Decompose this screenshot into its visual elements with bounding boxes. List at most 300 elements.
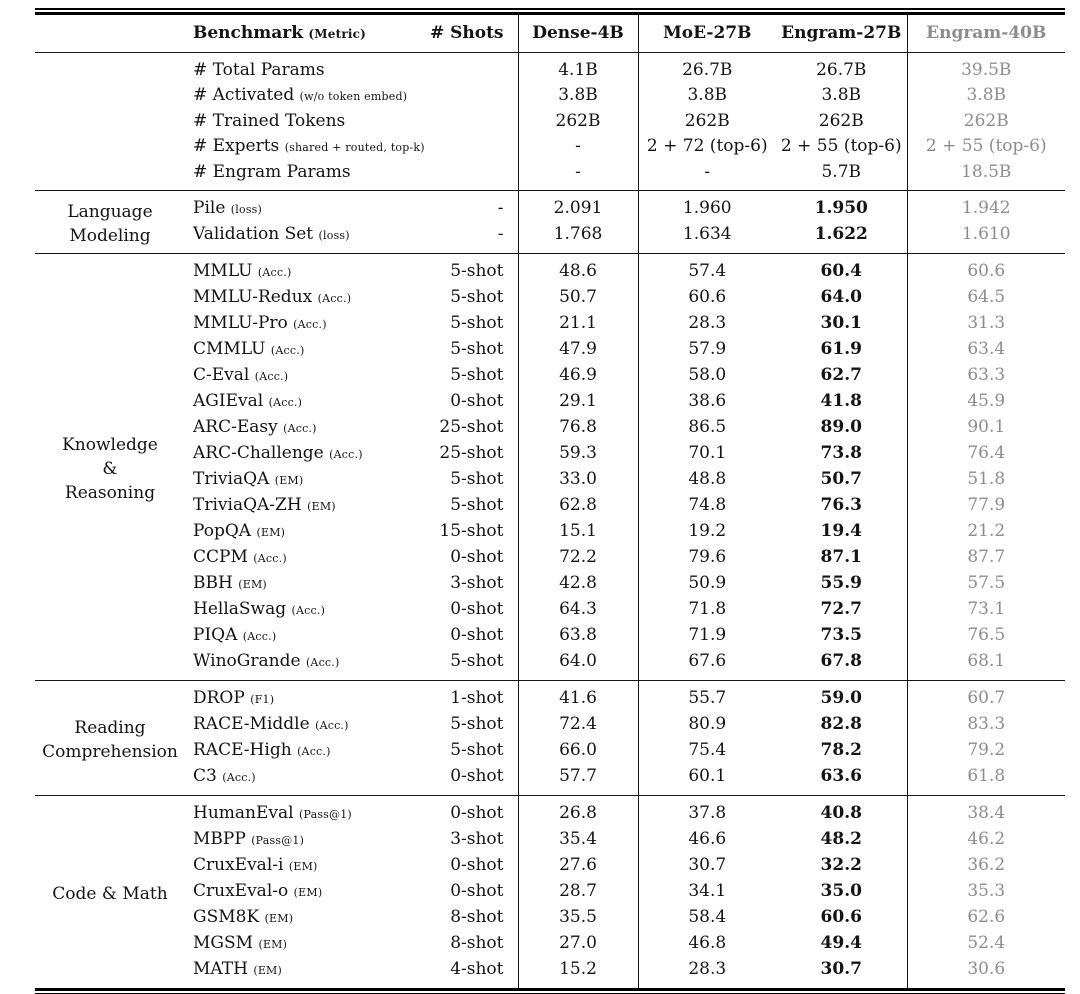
value-engram-27b: 32.2 xyxy=(776,853,907,879)
value-moe-27b: 71.9 xyxy=(638,623,776,649)
table-row xyxy=(35,52,1065,83)
benchmark-name: PopQA xyxy=(193,521,251,541)
shots-cell: 8-shot xyxy=(425,905,518,931)
value-dense-4b: 29.1 xyxy=(518,389,638,415)
benchmark-name: AGIEval xyxy=(193,391,263,411)
value-dense-4b: 59.3 xyxy=(518,441,638,467)
value-engram-40b: 57.5 xyxy=(907,571,1065,597)
table-row xyxy=(35,519,1065,545)
shots-cell xyxy=(425,52,518,83)
value-engram-27b: 3.8B xyxy=(776,83,907,109)
benchmark-label xyxy=(185,545,425,571)
value-engram-27b: 262B xyxy=(776,109,907,134)
shots-cell: 5-shot xyxy=(425,738,518,764)
benchmark-metric: (Acc.) xyxy=(243,630,277,643)
benchmark-metric: (Acc.) xyxy=(269,396,303,409)
value-engram-40b: 76.5 xyxy=(907,623,1065,649)
benchmark-metric: (EM) xyxy=(307,500,336,513)
shots-cell: 8-shot xyxy=(425,931,518,957)
shots-cell: 0-shot xyxy=(425,389,518,415)
category-cell xyxy=(35,52,185,190)
value-engram-40b: 39.5B xyxy=(907,52,1065,83)
value-engram-27b: 72.7 xyxy=(776,597,907,623)
benchmark-label xyxy=(185,649,425,681)
benchmark-label xyxy=(185,109,425,134)
value-engram-40b: 90.1 xyxy=(907,415,1065,441)
benchmark-metric: (Acc.) xyxy=(255,370,289,383)
benchmark-label xyxy=(185,764,425,796)
value-dense-4b: - xyxy=(518,160,638,191)
benchmark-name: C-Eval xyxy=(193,365,249,385)
value-engram-40b: 76.4 xyxy=(907,441,1065,467)
benchmark-metric: (w/o token embed) xyxy=(300,90,408,103)
value-engram-40b: 18.5B xyxy=(907,160,1065,191)
table-row xyxy=(35,795,1065,827)
shots-cell: 25-shot xyxy=(425,415,518,441)
shots-cell: 3-shot xyxy=(425,571,518,597)
shots-cell: 0-shot xyxy=(425,879,518,905)
shots-cell: 5-shot xyxy=(425,363,518,389)
value-dense-4b: 64.0 xyxy=(518,649,638,681)
value-dense-4b: 27.6 xyxy=(518,853,638,879)
category-cell: Code & Math xyxy=(35,795,185,988)
value-engram-27b: 2 + 55 (top-6) xyxy=(776,134,907,160)
value-dense-4b: 47.9 xyxy=(518,337,638,363)
benchmark-metric: (Acc.) xyxy=(297,745,331,758)
value-moe-27b: 86.5 xyxy=(638,415,776,441)
value-engram-40b: 21.2 xyxy=(907,519,1065,545)
benchmark-metric: (Pass@1) xyxy=(251,834,304,847)
table-row xyxy=(35,415,1065,441)
value-engram-27b: 49.4 xyxy=(776,931,907,957)
value-moe-27b: 26.7B xyxy=(638,52,776,83)
value-dense-4b: 4.1B xyxy=(518,52,638,83)
benchmark-name: PIQA xyxy=(193,625,237,645)
benchmark-label xyxy=(185,827,425,853)
shots-cell: - xyxy=(425,190,518,222)
shots-cell xyxy=(425,160,518,191)
value-dense-4b: 1.768 xyxy=(518,222,638,254)
benchmark-name: HumanEval xyxy=(193,803,294,823)
value-engram-40b: 87.7 xyxy=(907,545,1065,571)
benchmark-metric: (EM) xyxy=(257,526,286,539)
benchmark-name: ARC-Easy xyxy=(193,417,278,437)
value-moe-27b: 34.1 xyxy=(638,879,776,905)
benchmark-name: MMLU-Redux xyxy=(193,287,312,307)
benchmark-label xyxy=(185,597,425,623)
value-engram-40b: 63.4 xyxy=(907,337,1065,363)
value-engram-40b: 60.6 xyxy=(907,253,1065,285)
benchmark-metric: (Acc.) xyxy=(315,719,349,732)
value-engram-27b: 30.1 xyxy=(776,311,907,337)
value-engram-27b: 78.2 xyxy=(776,738,907,764)
value-engram-27b: 41.8 xyxy=(776,389,907,415)
benchmark-name: HellaSwag xyxy=(193,599,286,619)
value-engram-27b: 30.7 xyxy=(776,957,907,988)
value-engram-27b: 35.0 xyxy=(776,879,907,905)
benchmark-name: MMLU-Pro xyxy=(193,313,288,333)
value-moe-27b: 30.7 xyxy=(638,853,776,879)
value-moe-27b: 28.3 xyxy=(638,311,776,337)
table-row xyxy=(35,253,1065,285)
value-dense-4b: 72.4 xyxy=(518,712,638,738)
shots-cell: - xyxy=(425,222,518,254)
benchmark-label xyxy=(185,712,425,738)
value-moe-27b: 74.8 xyxy=(638,493,776,519)
value-dense-4b: 57.7 xyxy=(518,764,638,796)
benchmark-label xyxy=(185,467,425,493)
benchmark-metric: (Acc.) xyxy=(253,552,287,565)
benchmark-name: C3 xyxy=(193,766,217,786)
value-engram-27b: 62.7 xyxy=(776,363,907,389)
table-row xyxy=(35,853,1065,879)
value-dense-4b: 72.2 xyxy=(518,545,638,571)
benchmark-name: # Activated xyxy=(193,85,294,105)
value-moe-27b: 262B xyxy=(638,109,776,134)
table-row xyxy=(35,879,1065,905)
header-benchmark xyxy=(185,15,425,53)
value-dense-4b: 41.6 xyxy=(518,680,638,712)
benchmark-label xyxy=(185,853,425,879)
value-engram-27b: 48.2 xyxy=(776,827,907,853)
value-engram-40b: 1.942 xyxy=(907,190,1065,222)
shots-cell: 5-shot xyxy=(425,467,518,493)
benchmark-metric: (Pass@1) xyxy=(299,808,352,821)
benchmark-metric: (Acc.) xyxy=(318,292,352,305)
benchmark-label xyxy=(185,160,425,191)
value-dense-4b: 21.1 xyxy=(518,311,638,337)
benchmark-metric: (Acc.) xyxy=(293,318,327,331)
benchmark-name: RACE-High xyxy=(193,740,292,760)
shots-cell: 0-shot xyxy=(425,545,518,571)
benchmark-label xyxy=(185,931,425,957)
value-engram-27b: 1.622 xyxy=(776,222,907,254)
value-engram-27b: 76.3 xyxy=(776,493,907,519)
benchmark-label xyxy=(185,222,425,254)
shots-cell: 5-shot xyxy=(425,493,518,519)
value-dense-4b: 50.7 xyxy=(518,285,638,311)
value-engram-27b: 64.0 xyxy=(776,285,907,311)
value-moe-27b: 55.7 xyxy=(638,680,776,712)
value-engram-40b: 1.610 xyxy=(907,222,1065,254)
value-engram-27b: 55.9 xyxy=(776,571,907,597)
shots-cell xyxy=(425,83,518,109)
value-engram-40b: 79.2 xyxy=(907,738,1065,764)
benchmark-metric: (Acc.) xyxy=(283,422,317,435)
value-moe-27b: 3.8B xyxy=(638,83,776,109)
benchmark-metric: (EM) xyxy=(265,912,294,925)
table-row xyxy=(35,285,1065,311)
table-row xyxy=(35,597,1065,623)
benchmark-label xyxy=(185,879,425,905)
value-dense-4b: 15.1 xyxy=(518,519,638,545)
shots-cell: 5-shot xyxy=(425,311,518,337)
benchmark-label xyxy=(185,285,425,311)
benchmark-label xyxy=(185,905,425,931)
shots-cell: 15-shot xyxy=(425,519,518,545)
value-engram-40b: 77.9 xyxy=(907,493,1065,519)
value-moe-27b: 37.8 xyxy=(638,795,776,827)
value-engram-40b: 51.8 xyxy=(907,467,1065,493)
table-row xyxy=(35,931,1065,957)
benchmark-name: BBH xyxy=(193,573,233,593)
shots-cell: 4-shot xyxy=(425,957,518,988)
value-engram-40b: 38.4 xyxy=(907,795,1065,827)
value-dense-4b: 48.6 xyxy=(518,253,638,285)
benchmark-label xyxy=(185,680,425,712)
value-moe-27b: 1.634 xyxy=(638,222,776,254)
benchmark-label xyxy=(185,190,425,222)
benchmark-name: MATH xyxy=(193,959,248,979)
header-model-dense-4b: Dense-4B xyxy=(518,15,638,53)
value-moe-27b: 79.6 xyxy=(638,545,776,571)
value-engram-27b: 5.7B xyxy=(776,160,907,191)
value-moe-27b: 60.6 xyxy=(638,285,776,311)
shots-cell: 0-shot xyxy=(425,597,518,623)
value-dense-4b: 63.8 xyxy=(518,623,638,649)
value-dense-4b: 64.3 xyxy=(518,597,638,623)
value-moe-27b: 46.6 xyxy=(638,827,776,853)
results-table xyxy=(35,15,1065,988)
value-dense-4b: 27.0 xyxy=(518,931,638,957)
value-engram-40b: 45.9 xyxy=(907,389,1065,415)
value-moe-27b: 71.8 xyxy=(638,597,776,623)
table-row xyxy=(35,134,1065,160)
benchmark-name: # Trained Tokens xyxy=(193,111,345,131)
table-row xyxy=(35,623,1065,649)
benchmark-label xyxy=(185,363,425,389)
category-cell: Reading Comprehension xyxy=(35,680,185,795)
benchmark-name: GSM8K xyxy=(193,907,259,927)
benchmark-name: TriviaQA-ZH xyxy=(193,495,302,515)
value-moe-27b: 58.4 xyxy=(638,905,776,931)
benchmark-name: # Engram Params xyxy=(193,162,351,182)
shots-cell: 5-shot xyxy=(425,285,518,311)
value-engram-27b: 50.7 xyxy=(776,467,907,493)
value-moe-27b: 1.960 xyxy=(638,190,776,222)
value-engram-27b: 82.8 xyxy=(776,712,907,738)
value-engram-40b: 35.3 xyxy=(907,879,1065,905)
category-cell: Language Modeling xyxy=(35,190,185,253)
value-engram-40b: 61.8 xyxy=(907,764,1065,796)
value-moe-27b: 46.8 xyxy=(638,931,776,957)
table-row xyxy=(35,190,1065,222)
table-row xyxy=(35,957,1065,988)
benchmark-name: RACE-Middle xyxy=(193,714,310,734)
table-row xyxy=(35,363,1065,389)
table-row xyxy=(35,83,1065,109)
value-dense-4b: 262B xyxy=(518,109,638,134)
value-moe-27b: 28.3 xyxy=(638,957,776,988)
benchmark-name: Validation Set xyxy=(193,224,313,244)
benchmark-name: TriviaQA xyxy=(193,469,269,489)
benchmark-metric: (EM) xyxy=(289,860,318,873)
table-row xyxy=(35,827,1065,853)
table-row xyxy=(35,311,1065,337)
value-dense-4b: 26.8 xyxy=(518,795,638,827)
value-engram-27b: 40.8 xyxy=(776,795,907,827)
benchmark-metric: (shared + routed, top-k) xyxy=(285,141,425,154)
benchmark-name: # Experts xyxy=(193,136,279,156)
benchmark-label xyxy=(185,415,425,441)
value-moe-27b: 57.9 xyxy=(638,337,776,363)
table-row xyxy=(35,441,1065,467)
value-dense-4b: 35.4 xyxy=(518,827,638,853)
value-dense-4b: 35.5 xyxy=(518,905,638,931)
table-row xyxy=(35,764,1065,796)
header-row xyxy=(35,15,1065,53)
shots-cell: 0-shot xyxy=(425,795,518,827)
value-engram-40b: 68.1 xyxy=(907,649,1065,681)
benchmark-label xyxy=(185,253,425,285)
benchmark-label xyxy=(185,52,425,83)
table-row xyxy=(35,160,1065,191)
value-engram-27b: 87.1 xyxy=(776,545,907,571)
benchmark-metric: (loss) xyxy=(319,229,350,242)
value-dense-4b: 62.8 xyxy=(518,493,638,519)
benchmark-label xyxy=(185,571,425,597)
benchmark-metric: (Acc.) xyxy=(271,344,305,357)
value-moe-27b: 80.9 xyxy=(638,712,776,738)
category-cell: Knowledge & Reasoning xyxy=(35,253,185,680)
header-benchmark-metric: (Metric) xyxy=(308,27,366,41)
benchmark-metric: (EM) xyxy=(275,474,304,487)
table-row xyxy=(35,222,1065,254)
table-row xyxy=(35,467,1065,493)
shots-cell: 0-shot xyxy=(425,623,518,649)
benchmark-label xyxy=(185,623,425,649)
table-row xyxy=(35,109,1065,134)
benchmark-label xyxy=(185,957,425,988)
benchmark-label xyxy=(185,134,425,160)
benchmark-metric: (loss) xyxy=(231,203,262,216)
table-row xyxy=(35,545,1065,571)
value-engram-40b: 63.3 xyxy=(907,363,1065,389)
benchmark-metric: (EM) xyxy=(294,886,323,899)
shots-cell: 5-shot xyxy=(425,649,518,681)
table-row xyxy=(35,337,1065,363)
value-engram-40b: 64.5 xyxy=(907,285,1065,311)
value-engram-40b: 60.7 xyxy=(907,680,1065,712)
value-engram-40b: 46.2 xyxy=(907,827,1065,853)
header-model-engram-40b: Engram-40B xyxy=(907,15,1065,53)
shots-cell: 5-shot xyxy=(425,712,518,738)
value-moe-27b: 58.0 xyxy=(638,363,776,389)
value-engram-27b: 73.5 xyxy=(776,623,907,649)
header-benchmark-label: Benchmark xyxy=(193,23,303,43)
table-row xyxy=(35,905,1065,931)
value-engram-27b: 73.8 xyxy=(776,441,907,467)
shots-cell: 0-shot xyxy=(425,764,518,796)
benchmark-metric: (Acc.) xyxy=(329,448,363,461)
benchmark-name: Pile xyxy=(193,198,225,218)
benchmark-comparison-table xyxy=(35,8,1065,994)
value-engram-40b: 262B xyxy=(907,109,1065,134)
value-moe-27b: 19.2 xyxy=(638,519,776,545)
value-engram-40b: 30.6 xyxy=(907,957,1065,988)
table-body xyxy=(35,52,1065,988)
benchmark-metric: (Acc.) xyxy=(258,266,292,279)
value-engram-27b: 89.0 xyxy=(776,415,907,441)
table-row xyxy=(35,680,1065,712)
value-engram-40b: 36.2 xyxy=(907,853,1065,879)
benchmark-label xyxy=(185,389,425,415)
table-row xyxy=(35,738,1065,764)
value-moe-27b: 48.8 xyxy=(638,467,776,493)
value-dense-4b: 42.8 xyxy=(518,571,638,597)
value-engram-40b: 2 + 55 (top-6) xyxy=(907,134,1065,160)
value-engram-40b: 52.4 xyxy=(907,931,1065,957)
value-engram-27b: 63.6 xyxy=(776,764,907,796)
value-dense-4b: - xyxy=(518,134,638,160)
value-dense-4b: 15.2 xyxy=(518,957,638,988)
benchmark-metric: (EM) xyxy=(253,964,282,977)
benchmark-label xyxy=(185,738,425,764)
shots-cell: 5-shot xyxy=(425,337,518,363)
value-engram-40b: 31.3 xyxy=(907,311,1065,337)
value-engram-27b: 59.0 xyxy=(776,680,907,712)
benchmark-name: CruxEval-i xyxy=(193,855,283,875)
value-moe-27b: 67.6 xyxy=(638,649,776,681)
value-dense-4b: 28.7 xyxy=(518,879,638,905)
value-moe-27b: 57.4 xyxy=(638,253,776,285)
benchmark-label xyxy=(185,519,425,545)
shots-cell: 1-shot xyxy=(425,680,518,712)
table-row xyxy=(35,493,1065,519)
value-engram-27b: 19.4 xyxy=(776,519,907,545)
shots-cell xyxy=(425,109,518,134)
value-moe-27b: 50.9 xyxy=(638,571,776,597)
header-shots: # Shots xyxy=(425,15,518,53)
benchmark-label xyxy=(185,795,425,827)
table-row xyxy=(35,649,1065,681)
value-dense-4b: 46.9 xyxy=(518,363,638,389)
benchmark-name: DROP xyxy=(193,688,245,708)
value-dense-4b: 66.0 xyxy=(518,738,638,764)
benchmark-name: MBPP xyxy=(193,829,246,849)
value-moe-27b: 38.6 xyxy=(638,389,776,415)
value-engram-27b: 60.4 xyxy=(776,253,907,285)
value-engram-40b: 83.3 xyxy=(907,712,1065,738)
benchmark-name: MMLU xyxy=(193,261,253,281)
shots-cell: 5-shot xyxy=(425,253,518,285)
benchmark-name: # Total Params xyxy=(193,60,325,80)
value-engram-27b: 1.950 xyxy=(776,190,907,222)
value-dense-4b: 2.091 xyxy=(518,190,638,222)
table-row xyxy=(35,712,1065,738)
value-engram-40b: 3.8B xyxy=(907,83,1065,109)
benchmark-label xyxy=(185,493,425,519)
benchmark-name: CruxEval-o xyxy=(193,881,288,901)
value-engram-27b: 61.9 xyxy=(776,337,907,363)
header-model-engram-27b: Engram-27B xyxy=(776,15,907,53)
header-model-moe-27b: MoE-27B xyxy=(638,15,776,53)
shots-cell: 25-shot xyxy=(425,441,518,467)
benchmark-label xyxy=(185,83,425,109)
value-dense-4b: 76.8 xyxy=(518,415,638,441)
value-engram-40b: 62.6 xyxy=(907,905,1065,931)
table-header xyxy=(35,15,1065,53)
value-engram-27b: 67.8 xyxy=(776,649,907,681)
value-engram-27b: 60.6 xyxy=(776,905,907,931)
benchmark-metric: (Acc.) xyxy=(222,771,256,784)
value-dense-4b: 3.8B xyxy=(518,83,638,109)
benchmark-metric: (EM) xyxy=(238,578,267,591)
benchmark-label xyxy=(185,441,425,467)
value-engram-40b: 73.1 xyxy=(907,597,1065,623)
benchmark-metric: (Acc.) xyxy=(306,656,340,669)
shots-cell: 3-shot xyxy=(425,827,518,853)
